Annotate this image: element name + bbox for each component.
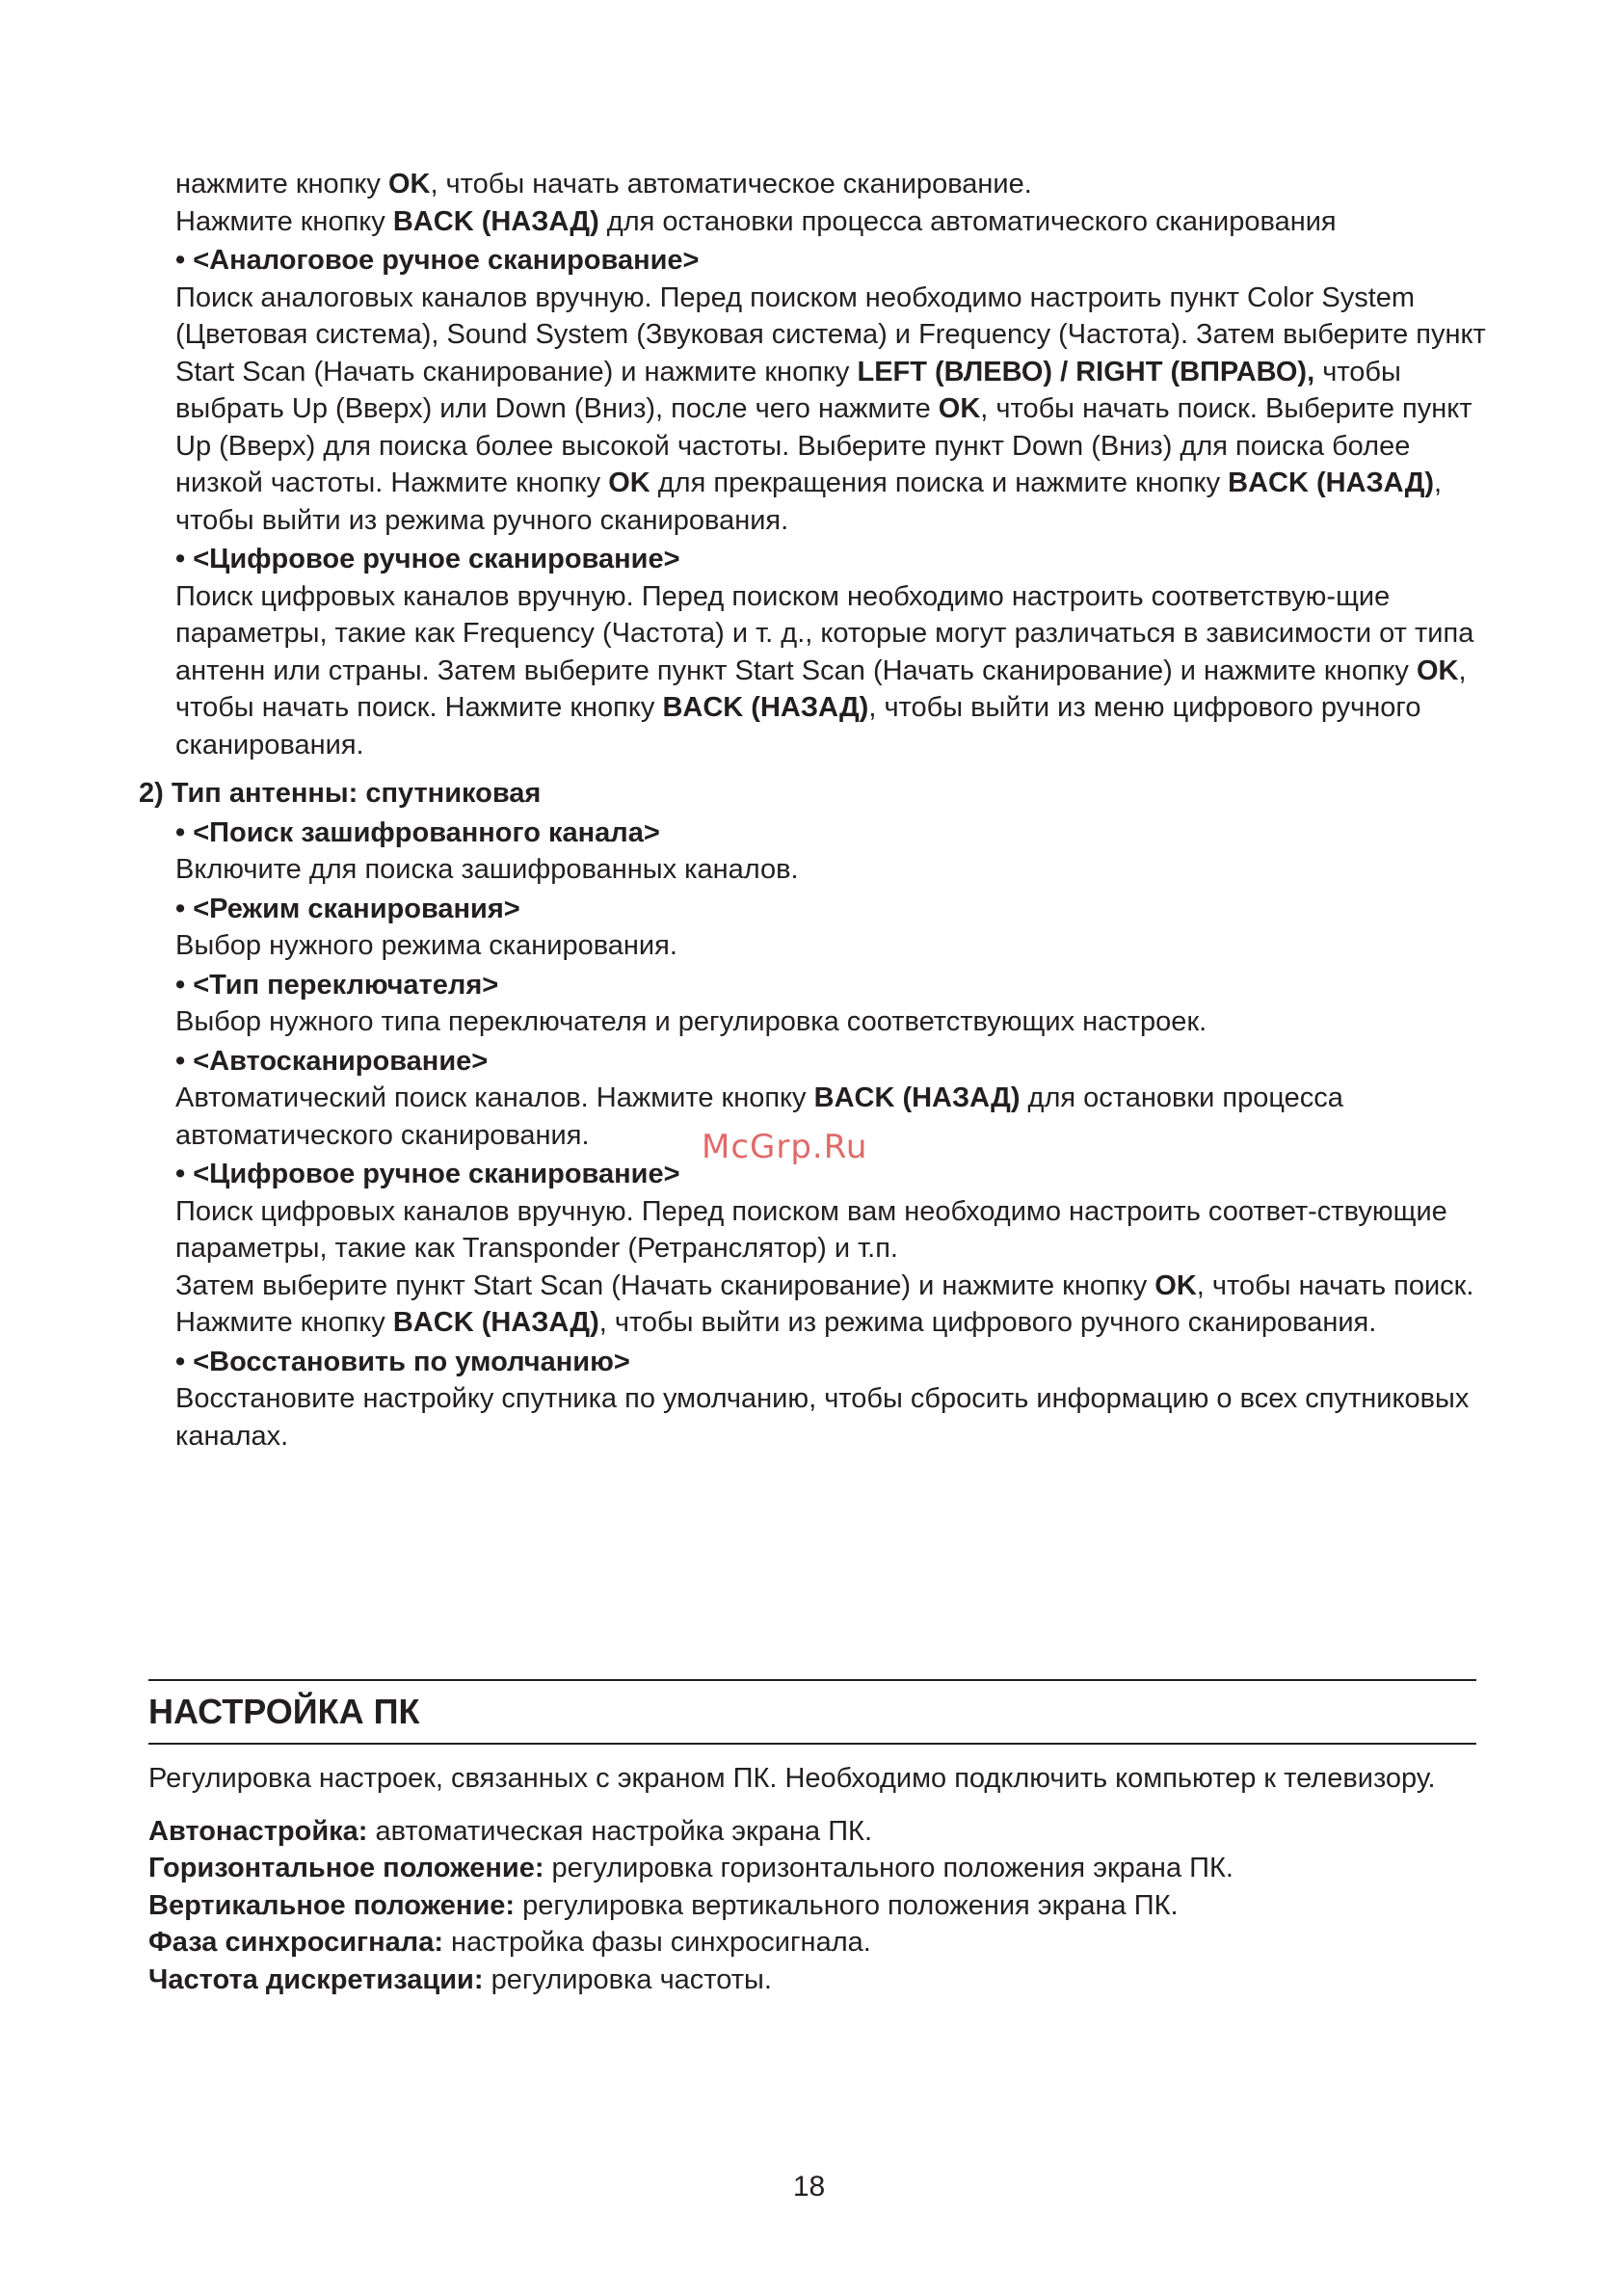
heading-scan-mode: • <Режим сканирования> bbox=[175, 893, 520, 924]
paragraph-encrypted-channel-search: Включите для поиска зашифрованных каналов. bbox=[175, 854, 799, 885]
heading-encrypted-channel-search: • <Поиск зашифрованного канала> bbox=[175, 816, 660, 848]
heading-satellite-antenna: 2) Тип антенны: спутниковая bbox=[139, 778, 542, 809]
heading-auto-scan: • <Автосканирование> bbox=[175, 1045, 489, 1077]
paragraph-scan-mode: Выбор нужного режима сканирования. bbox=[175, 930, 677, 961]
section-title-pc-setup: НАСТРОЙКА ПК bbox=[148, 1692, 420, 1731]
pc-setup-intro: Регулировка настроек, связанных с экраном ПК. Необходимо подключить компьютер к телевизору. bbox=[148, 1763, 1436, 1794]
section-divider-top bbox=[148, 1679, 1476, 1681]
paragraph-digital-manual-scan: Поиск цифровых каналов вручную. Перед поиском необходимо настроить соответствую-щие параметры, такие как Frequency (Частота) и т. д., которые могут различаться в зависимости от типа антенн или страны. Затем выберите пункт Start Scan (Начать сканирование) и нажмите кнопку OK, чтобы начать поиск. Нажмите кнопку BACK (НАЗАД), чтобы выйти из меню цифрового ручного сканирования. bbox=[175, 580, 1474, 761]
pc-item-horizontal-position: Горизонтальное положение: регулировка горизонтального положения экрана ПК. bbox=[148, 1853, 1233, 1883]
heading-switch-type: • <Тип переключателя> bbox=[175, 969, 499, 1001]
pc-setup-block bbox=[148, 1760, 1488, 1998]
heading-restore-default: • <Восстановить по умолчанию> bbox=[175, 1346, 630, 1377]
watermark: McGrp.Ru bbox=[702, 1128, 868, 1166]
paragraph-auto-scan: Автоматический поиск каналов. Нажмите кнопку BACK (НАЗАД) для остановки процесса автоматического сканирования. bbox=[175, 1082, 1343, 1151]
heading-digital-manual-scan: • <Цифровое ручное сканирование> bbox=[175, 544, 680, 574]
pc-item-clock-phase: Фаза синхросигнала: настройка фазы синхросигнала. bbox=[148, 1927, 871, 1958]
paragraph-digital-manual-scan-satellite-1: Поиск цифровых каналов вручную. Перед поиском вам необходимо настроить соответ-ствующие параметры, такие как Transponder (Ретранслятор) и т.п. bbox=[175, 1195, 1447, 1264]
paragraph-restore-default: Восстановите настройку спутника по умолчанию, чтобы сбросить информацию о всех спутниковых каналах. bbox=[175, 1383, 1470, 1452]
pc-item-vertical-position: Вертикальное положение: регулировка вертикального положения экрана ПК. bbox=[148, 1889, 1179, 1921]
antenna-settings-block bbox=[139, 166, 1486, 1455]
paragraph-switch-type: Выбор нужного типа переключателя и регулировка соответствующих настроек. bbox=[175, 1006, 1207, 1037]
paragraph-auto-scan-stop: Нажмите кнопку BACK (НАЗАД) для остановки процесса автоматического сканирования bbox=[175, 205, 1337, 237]
heading-analog-manual-scan: • <Аналоговое ручное сканирование> bbox=[175, 245, 700, 276]
heading-digital-manual-scan-satellite: • <Цифровое ручное сканирование> bbox=[175, 1159, 680, 1189]
paragraph-analog-manual-scan: Поиск аналоговых каналов вручную. Перед поиском необходимо настроить пункт Color System (Цветовая система), Sound System (Звуковая система) и Frequency (Частота). Затем выберите пункт Start Scan (Начать сканирование) и нажмите кнопку LEFT (ВЛЕВО) / RIGHT (ВПРАВО), чтобы выбрать Up (Вверх) или Down (Вниз), после чего нажмите OK, чтобы начать поиск. Выберите пункт Up (Вверх) для поиска более высокой частоты. Выберите пункт Down (Вниз) для поиска более низкой частоты. Нажмите кнопку OK для прекращения поиска и нажмите кнопку BACK (НАЗАД), чтобы выйти из режима ручного сканирования. bbox=[175, 281, 1486, 536]
page-number: 18 bbox=[792, 2171, 826, 2203]
paragraph-auto-scan-start: нажмите кнопку OK, чтобы начать автоматическое сканирование. bbox=[175, 169, 1032, 200]
section-divider-bottom bbox=[148, 1743, 1476, 1745]
pc-item-auto-adjust: Автонастройка: автоматическая настройка экрана ПК. bbox=[148, 1815, 872, 1847]
paragraph-digital-manual-scan-satellite-2: Затем выберите пункт Start Scan (Начать сканирование) и нажмите кнопку OK, чтобы начать поиск. Нажмите кнопку BACK (НАЗАД), чтобы выйти из режима цифрового ручного сканирования. bbox=[175, 1269, 1474, 1338]
pc-item-sampling-frequency: Частота дискретизации: регулировка частоты. bbox=[148, 1963, 772, 1995]
